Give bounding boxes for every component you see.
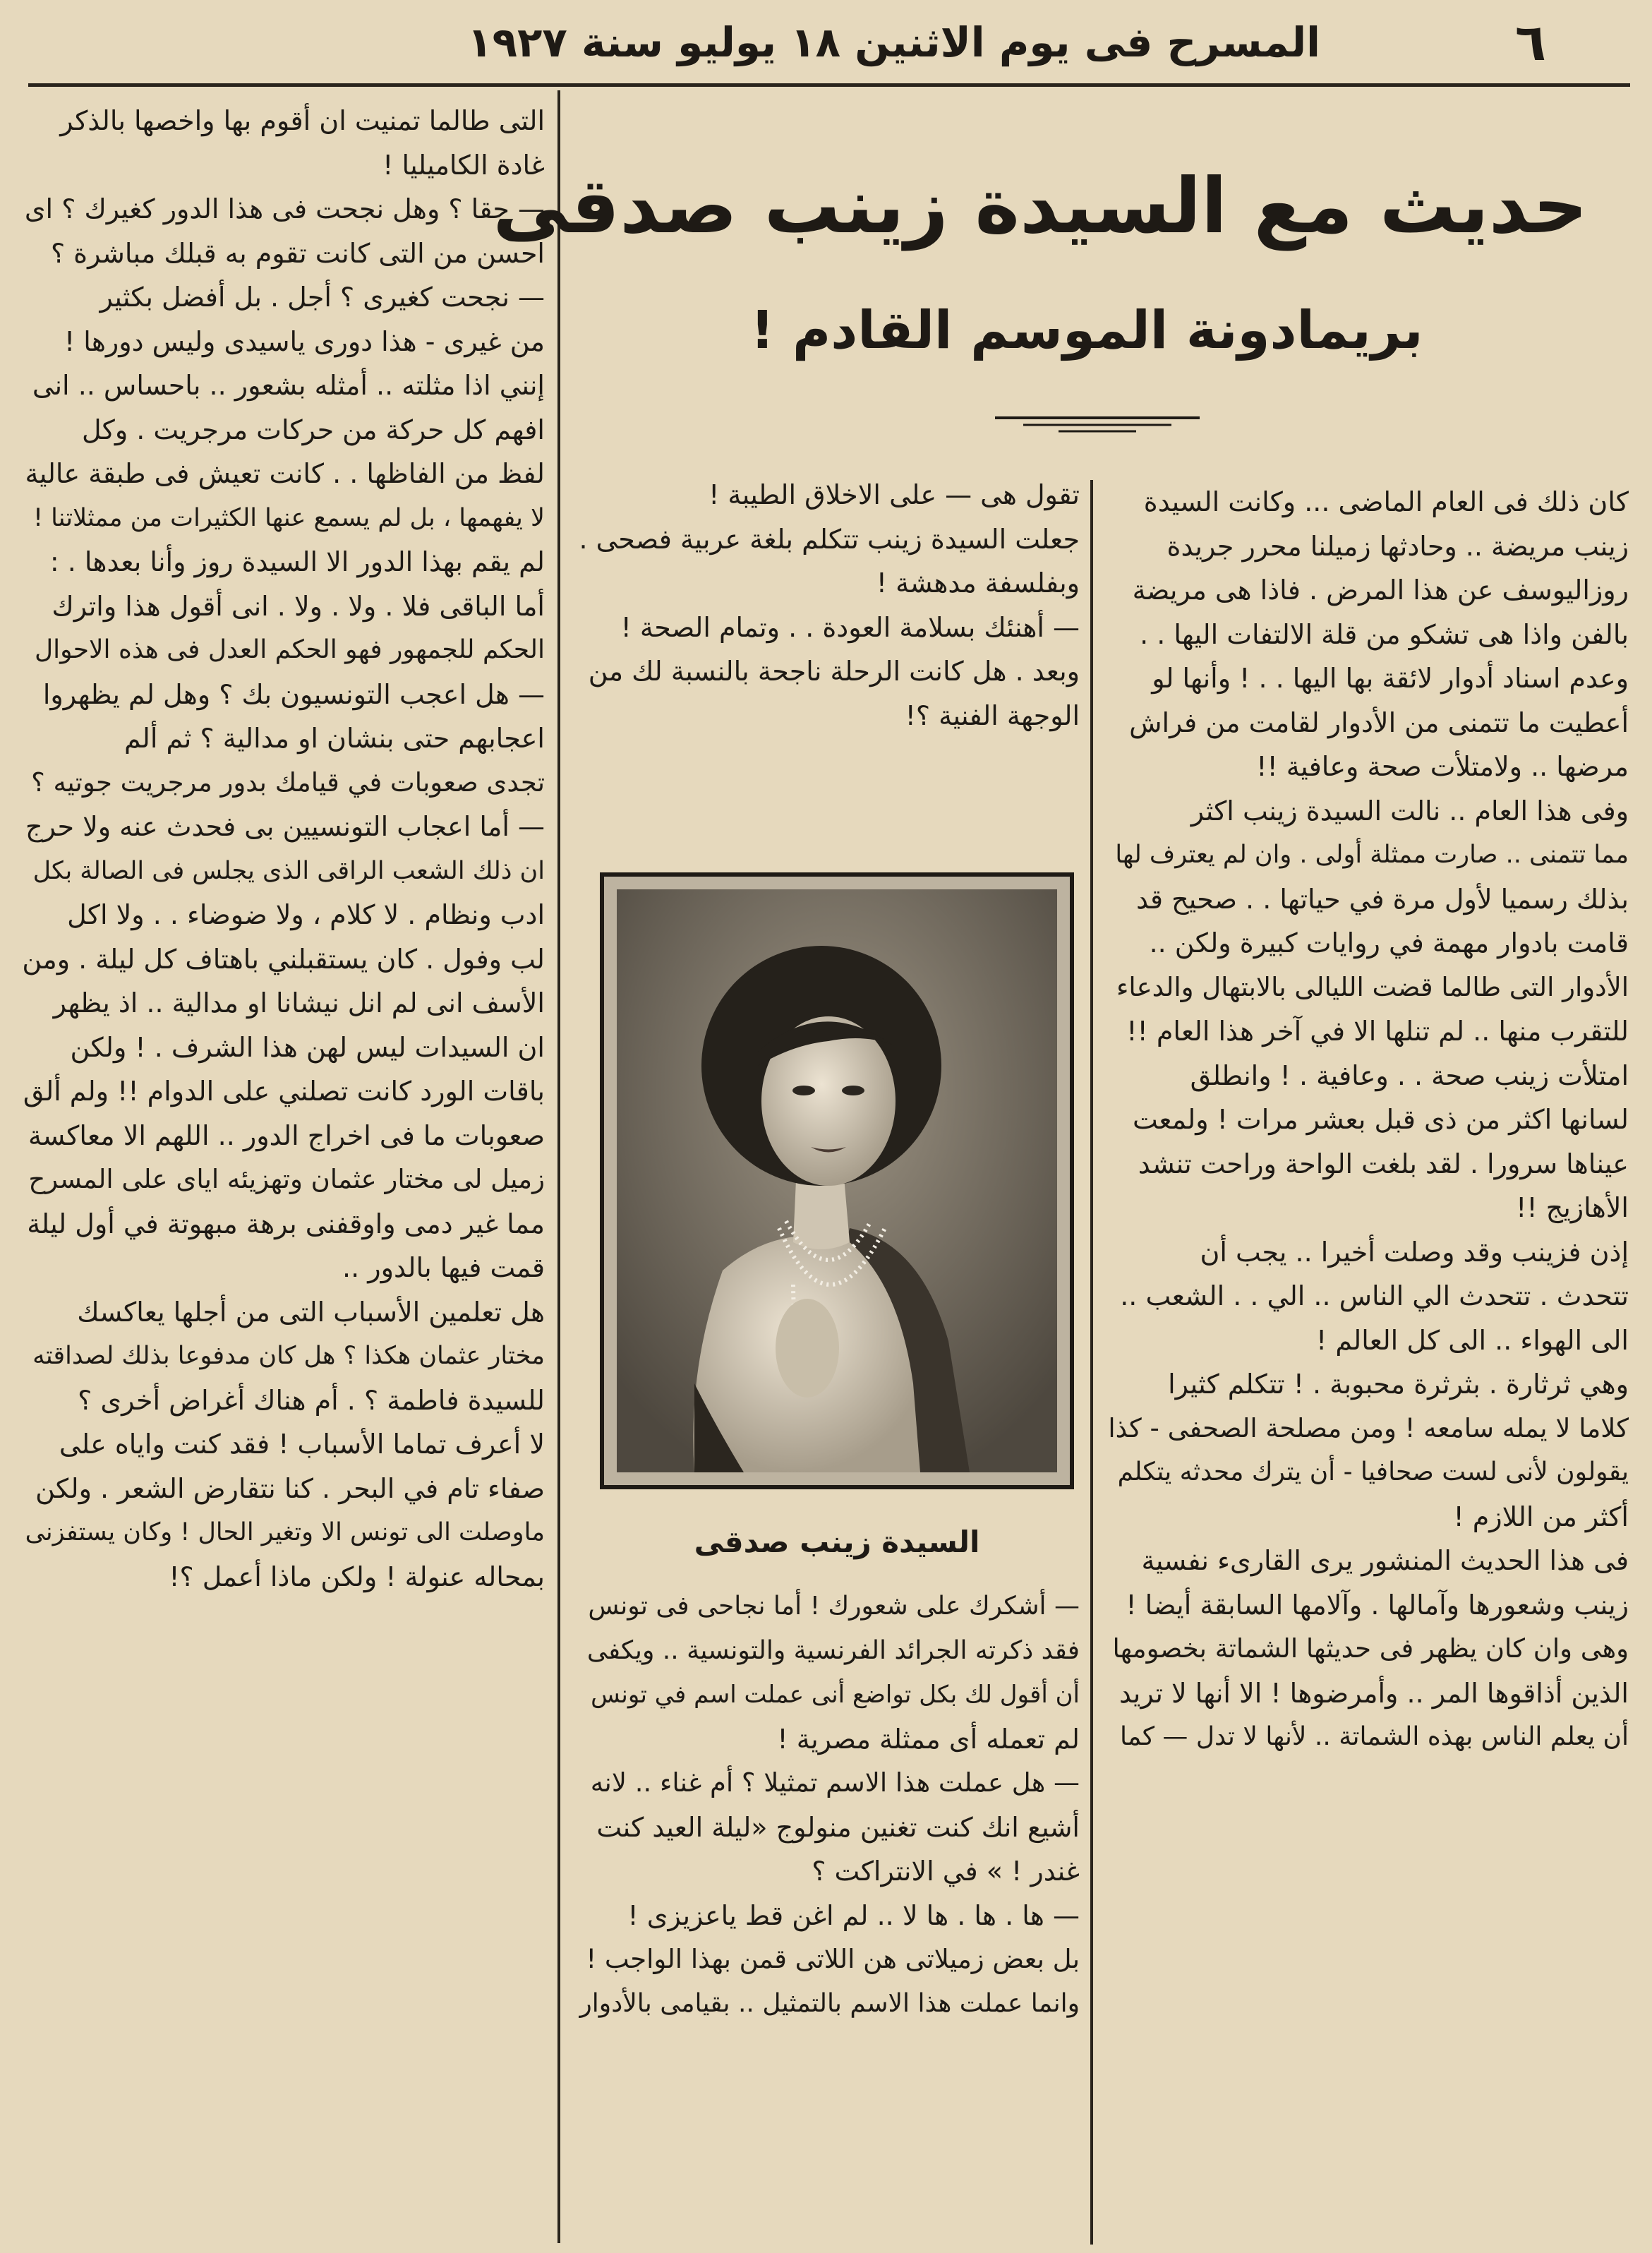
text-line: صفاء تام في البحر . كنا نتقارض الشعر . ولكن (35, 1472, 545, 1504)
text-line: — ها . ها . ها لا .. لم اغن قط ياعزيزى ! (627, 1899, 1080, 1931)
text-line: غندر ! » في الانتراكت ؟ (812, 1856, 1080, 1887)
page-header (0, 0, 1652, 88)
text-line: من غيرى - هذا دورى ياسيدى وليس دورها ! (64, 325, 545, 357)
text-line: الذين أذاقوها المر .. وأمرضوها ! الا أنها لا تريد (1119, 1677, 1629, 1709)
column-right (1107, 480, 1629, 1760)
text-line: بذلك رسميا لأول مرة في حياتها . . صحيح قد (1135, 883, 1629, 915)
text-line: وانما عملت هذا الاسم بالتمثيل .. بقيامى بالأدوار (579, 1988, 1080, 2018)
text-line: أعطيت ما تتمنى من الأدوار لقامت من فراش (1129, 707, 1629, 738)
text-line: قامت بادوار مهمة في روايات كبيرة ولكن .. (1149, 927, 1629, 959)
text-line: وفى هذا العام .. نالت السيدة زينب اكثر (1190, 795, 1629, 827)
text-line: باقات الورد كانت تصلني على الدوام !! ولم ألق (23, 1076, 545, 1107)
text-line: — أشكرك على شعورك ! أما نجاحى فى تونس (588, 1592, 1080, 1621)
text-line: قمت فيها بالدور .. (342, 1252, 545, 1283)
text-line: إذن فزينب وقد وصلت أخيرا .. يجب أن (1200, 1236, 1629, 1268)
text-line: أشيع انك كنت تغنين منولوج «ليلة العيد كنت (596, 1811, 1080, 1843)
text-line: — هل اعجب التونسيون بك ؟ وهل لم يظهروا (42, 678, 545, 710)
text-line: — أما اعجاب التونسيين بى فحدث عنه ولا حرج (25, 811, 545, 842)
text-line: — هل عملت هذا الاسم تمثيلا ؟ أم غناء .. لانه (590, 1767, 1080, 1798)
text-line: لا أعرف تماما الأسباب ! فقد كنت واياه على (59, 1429, 545, 1460)
text-line: زميل لى مختار عثمان وتهزيئه اياى على المسرح (28, 1164, 545, 1194)
text-line: مما غير دمى واوقفنى برهة مبهوتة في أول ليلة (27, 1208, 545, 1239)
text-line: أكثر من اللازم ! (1453, 1501, 1629, 1532)
text-line: مختار عثمان هكذا ؟ هل كان مدفوعا بذلك لصداقته (32, 1342, 545, 1370)
text-line: لسانها اكثر من ذى قبل بعشر مرات ! ولمعت (1133, 1104, 1629, 1135)
text-line: لم تعمله أى ممثلة مصرية ! (777, 1723, 1080, 1755)
text-line: ماوصلت الى تونس الا وتغير الحال ! وكان يستفزنى (25, 1518, 545, 1546)
text-line: غادة الكاميليا ! (382, 149, 545, 181)
text-line: زينب مريضة .. وحادثها زميلنا محرر جريدة (1166, 530, 1629, 562)
text-line: كلاما لا يمله سامعه ! ومن مصلحة الصحفى - كذا (1108, 1412, 1629, 1443)
text-line: وهى وان كان يظهر فى حديثها الشماتة بخصومها (1112, 1633, 1629, 1664)
text-line: فى هذا الحديث المنشور يرى القارىء نفسية (1141, 1545, 1629, 1576)
text-line: الحكم للجمهور فهو الحكم العدل فى هذه الاحوال (34, 635, 545, 664)
column-left (21, 99, 545, 1599)
text-line: تتحدث . تتحدث الي الناس .. الي . . الشعب .. (1120, 1280, 1629, 1311)
text-line: لا يفهمها ، بل لم يسمع عنها الكثيرات من ممثلاتنا ! (32, 503, 545, 532)
page-number: ٦ (1515, 13, 1546, 72)
text-line: وبفلسفة مدهشة ! (876, 567, 1080, 599)
text-line: ان السيدات ليس لهن هذا الشرف . ! ولكن (70, 1031, 545, 1063)
text-line: الى الهواء .. الى كل العالم ! (1316, 1324, 1629, 1356)
text-line: روزاليوسف عن هذا المرض . فاذا هى مريضة (1132, 575, 1629, 606)
column-rule-left (557, 90, 560, 2243)
text-line: — نجحت كغيرى ؟ أجل . بل أفضل بكثير (100, 282, 545, 313)
column-middle-lower (579, 1585, 1080, 2026)
text-line: فقد ذكرته الجرائد الفرنسية والتونسية .. ويكفى (586, 1635, 1080, 1665)
text-line: التى طالما تمنيت ان أقوم بها واخصها بالذكر (60, 105, 545, 136)
text-line: ان ذلك الشعب الراقى الذى يجلس فى الصالة بكل (32, 856, 545, 885)
text-line: أن يعلم الناس بهذه الشماتة .. لأنها لا تدل — كما (1120, 1722, 1629, 1751)
text-line: هل تعلمين الأسباب التى من أجلها يعاكسك (77, 1296, 545, 1328)
text-line: الوجهة الفنية ؟! (905, 699, 1080, 731)
text-line: صعوبات ما فى اخراج الدور .. اللهم الا معاكسة (28, 1119, 545, 1151)
text-line: بمحاله عنولة ! ولكن ماذا أعمل ؟! (169, 1561, 545, 1592)
text-line: اعجابهم حتى بنشان او مدالية ؟ ثم ألم (124, 723, 545, 754)
text-line: ادب ونظام . لا كلام ، ولا ضوضاء . . ولا اكل (67, 899, 545, 930)
text-line: جعلت السيدة زينب تتكلم بلغة عربية فصحى . (579, 523, 1080, 555)
column-middle-upper (579, 473, 1080, 738)
portrait-image (617, 889, 1057, 1472)
text-line: احسن من التى كانت تقوم به قبلك مباشرة ؟ (50, 237, 545, 269)
header-rule (28, 83, 1630, 87)
text-line: تجدى صعوبات في قيامك بدور مرجريت جوتيه ؟ (31, 767, 545, 798)
text-line: وبعد . هل كانت الرحلة ناجحة بالنسبة لك من (588, 656, 1080, 687)
text-line: الأهازيج !! (1516, 1192, 1629, 1223)
text-line: بل بعض زميلاتى هن اللاتى قمن بهذا الواجب ! (586, 1944, 1080, 1974)
text-line: امتلأت زينب صحة . . وعافية . ! وانطلق (1190, 1059, 1629, 1091)
article-title: حديث مع السيدة زينب صدقى (493, 162, 1588, 251)
title-ornament (995, 409, 1200, 438)
text-line: للسيدة فاطمة ؟ . أم هناك أغراض أخرى ؟ (78, 1384, 545, 1416)
text-line: الأدوار التى طالما قضت الليالى بالابتهال والدعاء (1116, 971, 1629, 1002)
text-line: الأسف انى لم انل نيشانا او مدالية .. اذ يظهر (53, 987, 545, 1019)
text-line: كان ذلك فى العام الماضى ... وكانت السيدة (1143, 486, 1629, 517)
text-line: لم يقم بهذا الدور الا السيدة روز وأنا بعدها . : (49, 546, 545, 577)
running-head: المسرح فى يوم الاثنين ١٨ يوليو سنة ١٩٢٧ (467, 18, 1320, 66)
text-line: أن أقول لك بكل تواضع أنى عملت اسم في تونس (591, 1681, 1080, 1709)
text-line: وعدم اسناد أدوار لائقة بها اليها . . ! وأنها لو (1152, 663, 1629, 694)
text-line: يقولون لأنى لست صحافيا - أن يترك محدثه يتكلم (1117, 1458, 1629, 1486)
text-line: بالفن واذا هى تشكو من قلة الالتفات اليها . . (1140, 618, 1629, 650)
text-line: لفظ من الفاظها . . كانت تعيش فى طبقة عالية (25, 458, 545, 489)
text-line: — حقا ؟ وهل نجحت فى هذا الدور كغيرك ؟ اى (24, 193, 545, 224)
text-line: مما تتمنى .. صارت ممثلة أولى . وان لم يعترف لها (1115, 841, 1629, 869)
text-line: أما الباقى فلا . ولا . ولا . انى أقول هذا واترك (52, 590, 545, 622)
article-subtitle: بريمادونة الموسم القادم ! (750, 300, 1423, 361)
text-line: عيناها سرورا . لقد بلغت الواحة وراحت تنشد (1138, 1148, 1629, 1179)
text-line: وهي ثرثارة . بثرثرة محبوبة . ! تتكلم كثيرا (1168, 1369, 1629, 1400)
text-line: مرضها .. ولامتلأت صحة وعافية !! (1256, 751, 1629, 782)
text-line: افهم كل حركة من حركات مرجريت . وكل (81, 414, 545, 445)
text-line: تقول هى — على الاخلاق الطيبة ! (709, 479, 1080, 510)
portrait-photo (600, 872, 1074, 1489)
text-line: للتقرب منها .. لم تنلها الا في آخر هذا العام !! (1126, 1016, 1629, 1047)
text-line: زينب وشعورها وآمالها . وآلامها السابقة أيضا ! (1126, 1589, 1629, 1621)
text-line: — أهنئك بسلامة العودة . . وتمام الصحة ! (620, 611, 1080, 643)
text-line: لب وفول . كان يستقبلني باهتاف كل ليلة . ومن (22, 943, 545, 975)
text-line: إنني اذا مثلته .. أمثله بشعور .. باحساس .. انى (32, 370, 545, 401)
photo-caption: السيدة زينب صدقى (694, 1525, 980, 1559)
column-rule-middle (1090, 480, 1093, 2245)
